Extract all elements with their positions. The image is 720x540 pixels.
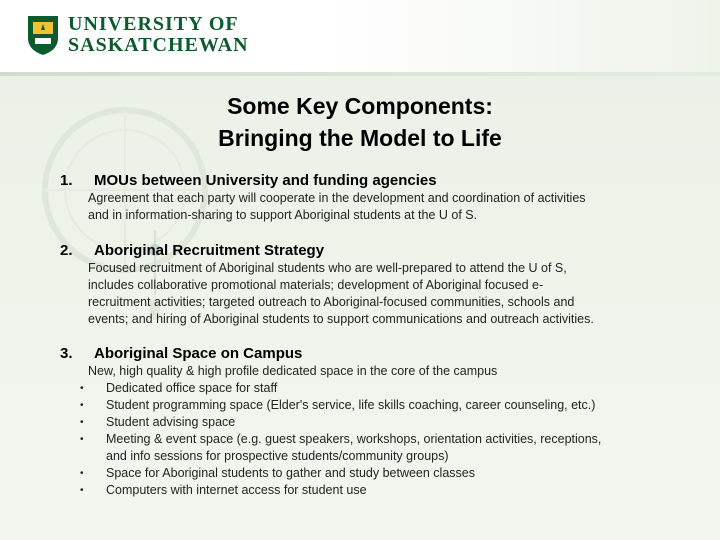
bullet-icon: • [80,485,84,496]
wordmark-line-2: SASKATCHEWAN [68,34,249,56]
paragraph-line: Agreement that each party will cooperate in the development and coordination of activities [88,191,586,205]
list-item-text: Space for Aboriginal students to gather and study between classes [106,466,475,480]
list-item [78,414,678,431]
list-item-continuation [78,448,678,465]
list-item-text: Dedicated office space for staff [106,381,278,395]
paragraph-line: includes collaborative promotional materials; development of Aboriginal focused e- [88,278,544,292]
bullet-icon: • [80,417,84,428]
list-item [78,482,678,499]
university-crest-icon [26,14,60,56]
section-3-intro: New, high quality & high profile dedicated space in the core of the campus [88,364,498,378]
section-number: 2. [60,242,73,259]
title-line-2: Bringing the Model to Life [218,125,502,151]
slide-title [150,90,570,154]
section-1-description [88,190,586,224]
list-item-text: Student advising space [106,415,236,429]
list-item-text: Computers with internet access for student use [106,483,367,497]
paragraph-line: and in information-sharing to support Aboriginal students at the U of S. [88,208,478,222]
section-number: 3. [60,345,73,362]
bullet-icon: • [80,434,84,445]
title-line-1: Some Key Components: [227,93,493,119]
section-title: Aboriginal Space on Campus [94,345,303,362]
bullet-icon: • [80,383,84,394]
list-item-text: Student programming space (Elder's service, life skills coaching, career counseling, etc.) [106,398,596,412]
paragraph-line: recruitment activities; targeted outreach to Aboriginal-focused communities, schools and [88,295,575,309]
section-number: 1. [60,172,73,189]
paragraph-line: Focused recruitment of Aboriginal students who are well-prepared to attend the U of S, [88,261,567,275]
list-item [78,380,678,397]
slide-header [0,0,720,72]
list-item-text: and info sessions for prospective students/community groups) [106,449,449,463]
bullet-icon: • [80,468,84,479]
bullet-icon: • [80,400,84,411]
university-wordmark [68,14,249,56]
paragraph-line: events; and hiring of Aboriginal students to support communications and outreach activities. [88,312,594,326]
wordmark-line-1: UNIVERSITY OF [68,13,239,35]
section-3-bullet-list [78,380,678,499]
section-title: MOUs between University and funding agencies [94,172,437,189]
section-title: Aboriginal Recruitment Strategy [94,242,325,259]
section-2-description [88,260,594,328]
list-item [78,431,678,448]
list-item [78,397,678,414]
list-item [78,465,678,482]
list-item-text: Meeting & event space (e.g. guest speakers, workshops, orientation activities, receptions, [106,432,602,446]
header-divider [0,72,720,76]
